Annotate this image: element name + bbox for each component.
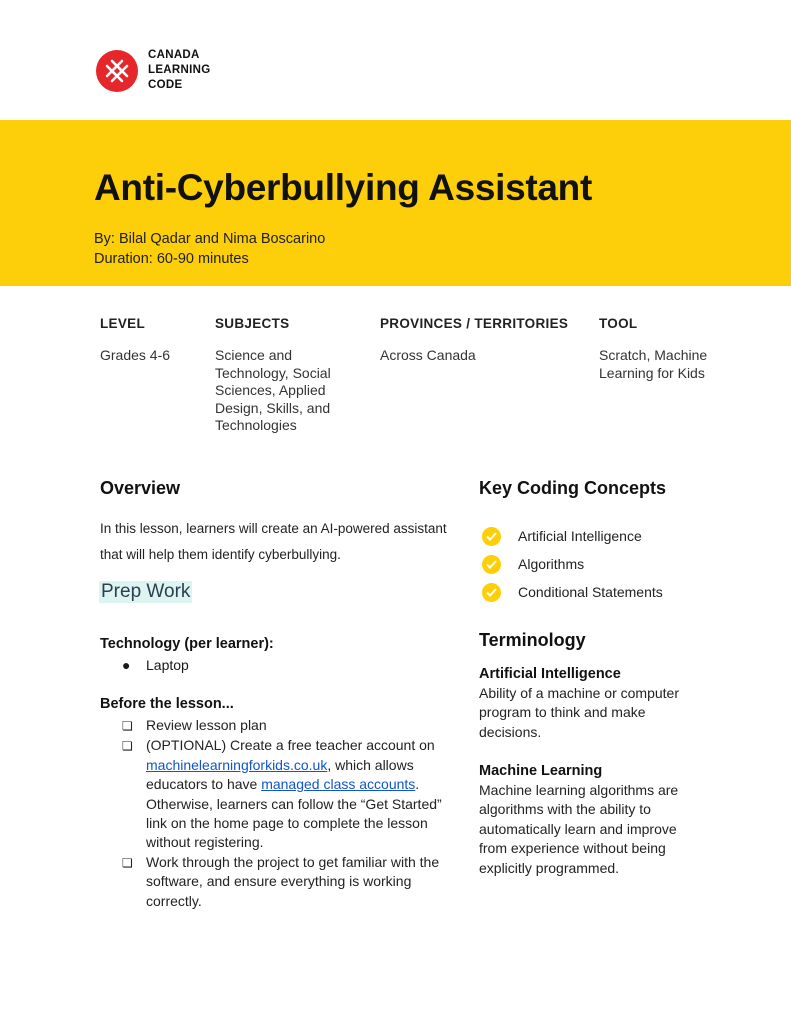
checkbox-icon: ❏ <box>122 855 133 870</box>
subjects-heading: SUBJECTS <box>215 316 290 331</box>
provinces-heading: PROVINCES / TERRITORIES <box>380 316 569 331</box>
technology-heading: Technology (per learner): <box>100 636 274 652</box>
check-circle-icon <box>482 555 501 574</box>
key-concepts-heading: Key Coding Concepts <box>479 478 667 498</box>
term-entry <box>479 664 709 742</box>
before-lesson-checklist <box>122 716 462 911</box>
terminology-heading: Terminology <box>479 630 586 650</box>
checklist-item <box>122 716 462 736</box>
managed-class-accounts-link[interactable]: managed class accounts <box>261 776 416 793</box>
concept-label: Algorithms <box>518 556 585 572</box>
technology-list-item <box>122 657 189 673</box>
logo-line-2: LEARNING <box>148 64 211 76</box>
checklist-item-text: Work through the project to get familiar with the software, and ensure everything is working correctly. <box>146 853 440 909</box>
brand-logo <box>96 48 210 93</box>
prep-work-heading: Prep Work <box>101 581 191 602</box>
machinelearningforkids-link[interactable]: machinelearningforkids.co.uk <box>146 756 328 773</box>
level-heading: LEVEL <box>100 316 146 331</box>
authors-line: By: Bilal Qadar and Nima Boscarino <box>94 231 326 247</box>
concept-item <box>482 578 663 606</box>
logo-wordmark <box>148 48 210 93</box>
checklist-text-part: . Otherwise, learners can follow the “Get Started” link on the home page to complete the lesson without registering. <box>146 776 442 851</box>
duration-line: Duration: 60-90 minutes <box>94 251 249 267</box>
tool-heading: TOOL <box>599 316 638 331</box>
checkbox-icon: ❏ <box>122 739 133 754</box>
before-lesson-heading: Before the lesson... <box>100 696 234 712</box>
term-entry <box>479 761 709 878</box>
checklist-item-text: Review lesson plan <box>146 717 267 733</box>
concept-item <box>482 550 663 578</box>
page-title: Anti-Cyberbullying Assistant <box>94 167 593 208</box>
level-value: Grades 4-6 <box>100 347 171 363</box>
term-definition: Machine learning algorithms are algorithms with the ability to automatically learn and improve from experience without being explicitly programmed. <box>479 782 679 876</box>
concept-item <box>482 522 663 550</box>
canada-learning-code-logo-icon <box>96 50 138 92</box>
term-definition: Ability of a machine or computer program to think and make decisions. <box>479 685 679 740</box>
check-circle-icon <box>482 583 501 602</box>
checklist-text-part: , which allows educators to have <box>146 756 414 793</box>
checkbox-icon: ❏ <box>122 719 133 733</box>
logo-line-3: CODE <box>148 79 183 91</box>
checklist-item <box>122 736 462 852</box>
logo-line-1: CANADA <box>148 49 200 61</box>
technology-item-label: Laptop <box>146 657 189 673</box>
subjects-value: Science and Technology, Social Sciences, Applied Design, Skills, and Technologies <box>215 347 331 433</box>
meta-level <box>100 316 200 365</box>
bullet-icon: ● <box>122 657 131 673</box>
overview-text: In this lesson, learners will create an AI-powered assistant that will help them identify cyberbullying. <box>100 521 447 562</box>
checklist-text-part: (OPTIONAL) Create a free teacher account on <box>146 737 435 754</box>
term-name: Machine Learning <box>479 763 603 779</box>
overview-heading: Overview <box>100 478 181 498</box>
checklist-item <box>122 853 462 911</box>
concept-label: Conditional Statements <box>518 584 663 600</box>
meta-provinces <box>380 316 580 365</box>
checklist-item-text <box>146 736 462 852</box>
tool-value: Scratch, Machine Learning for Kids <box>599 347 708 381</box>
term-name: Artificial Intelligence <box>479 666 621 682</box>
meta-subjects <box>215 316 355 435</box>
meta-tool <box>599 316 734 382</box>
check-circle-icon <box>482 527 501 546</box>
concept-label: Artificial Intelligence <box>518 528 642 544</box>
provinces-value: Across Canada <box>380 347 476 363</box>
key-concepts-list <box>482 522 663 606</box>
